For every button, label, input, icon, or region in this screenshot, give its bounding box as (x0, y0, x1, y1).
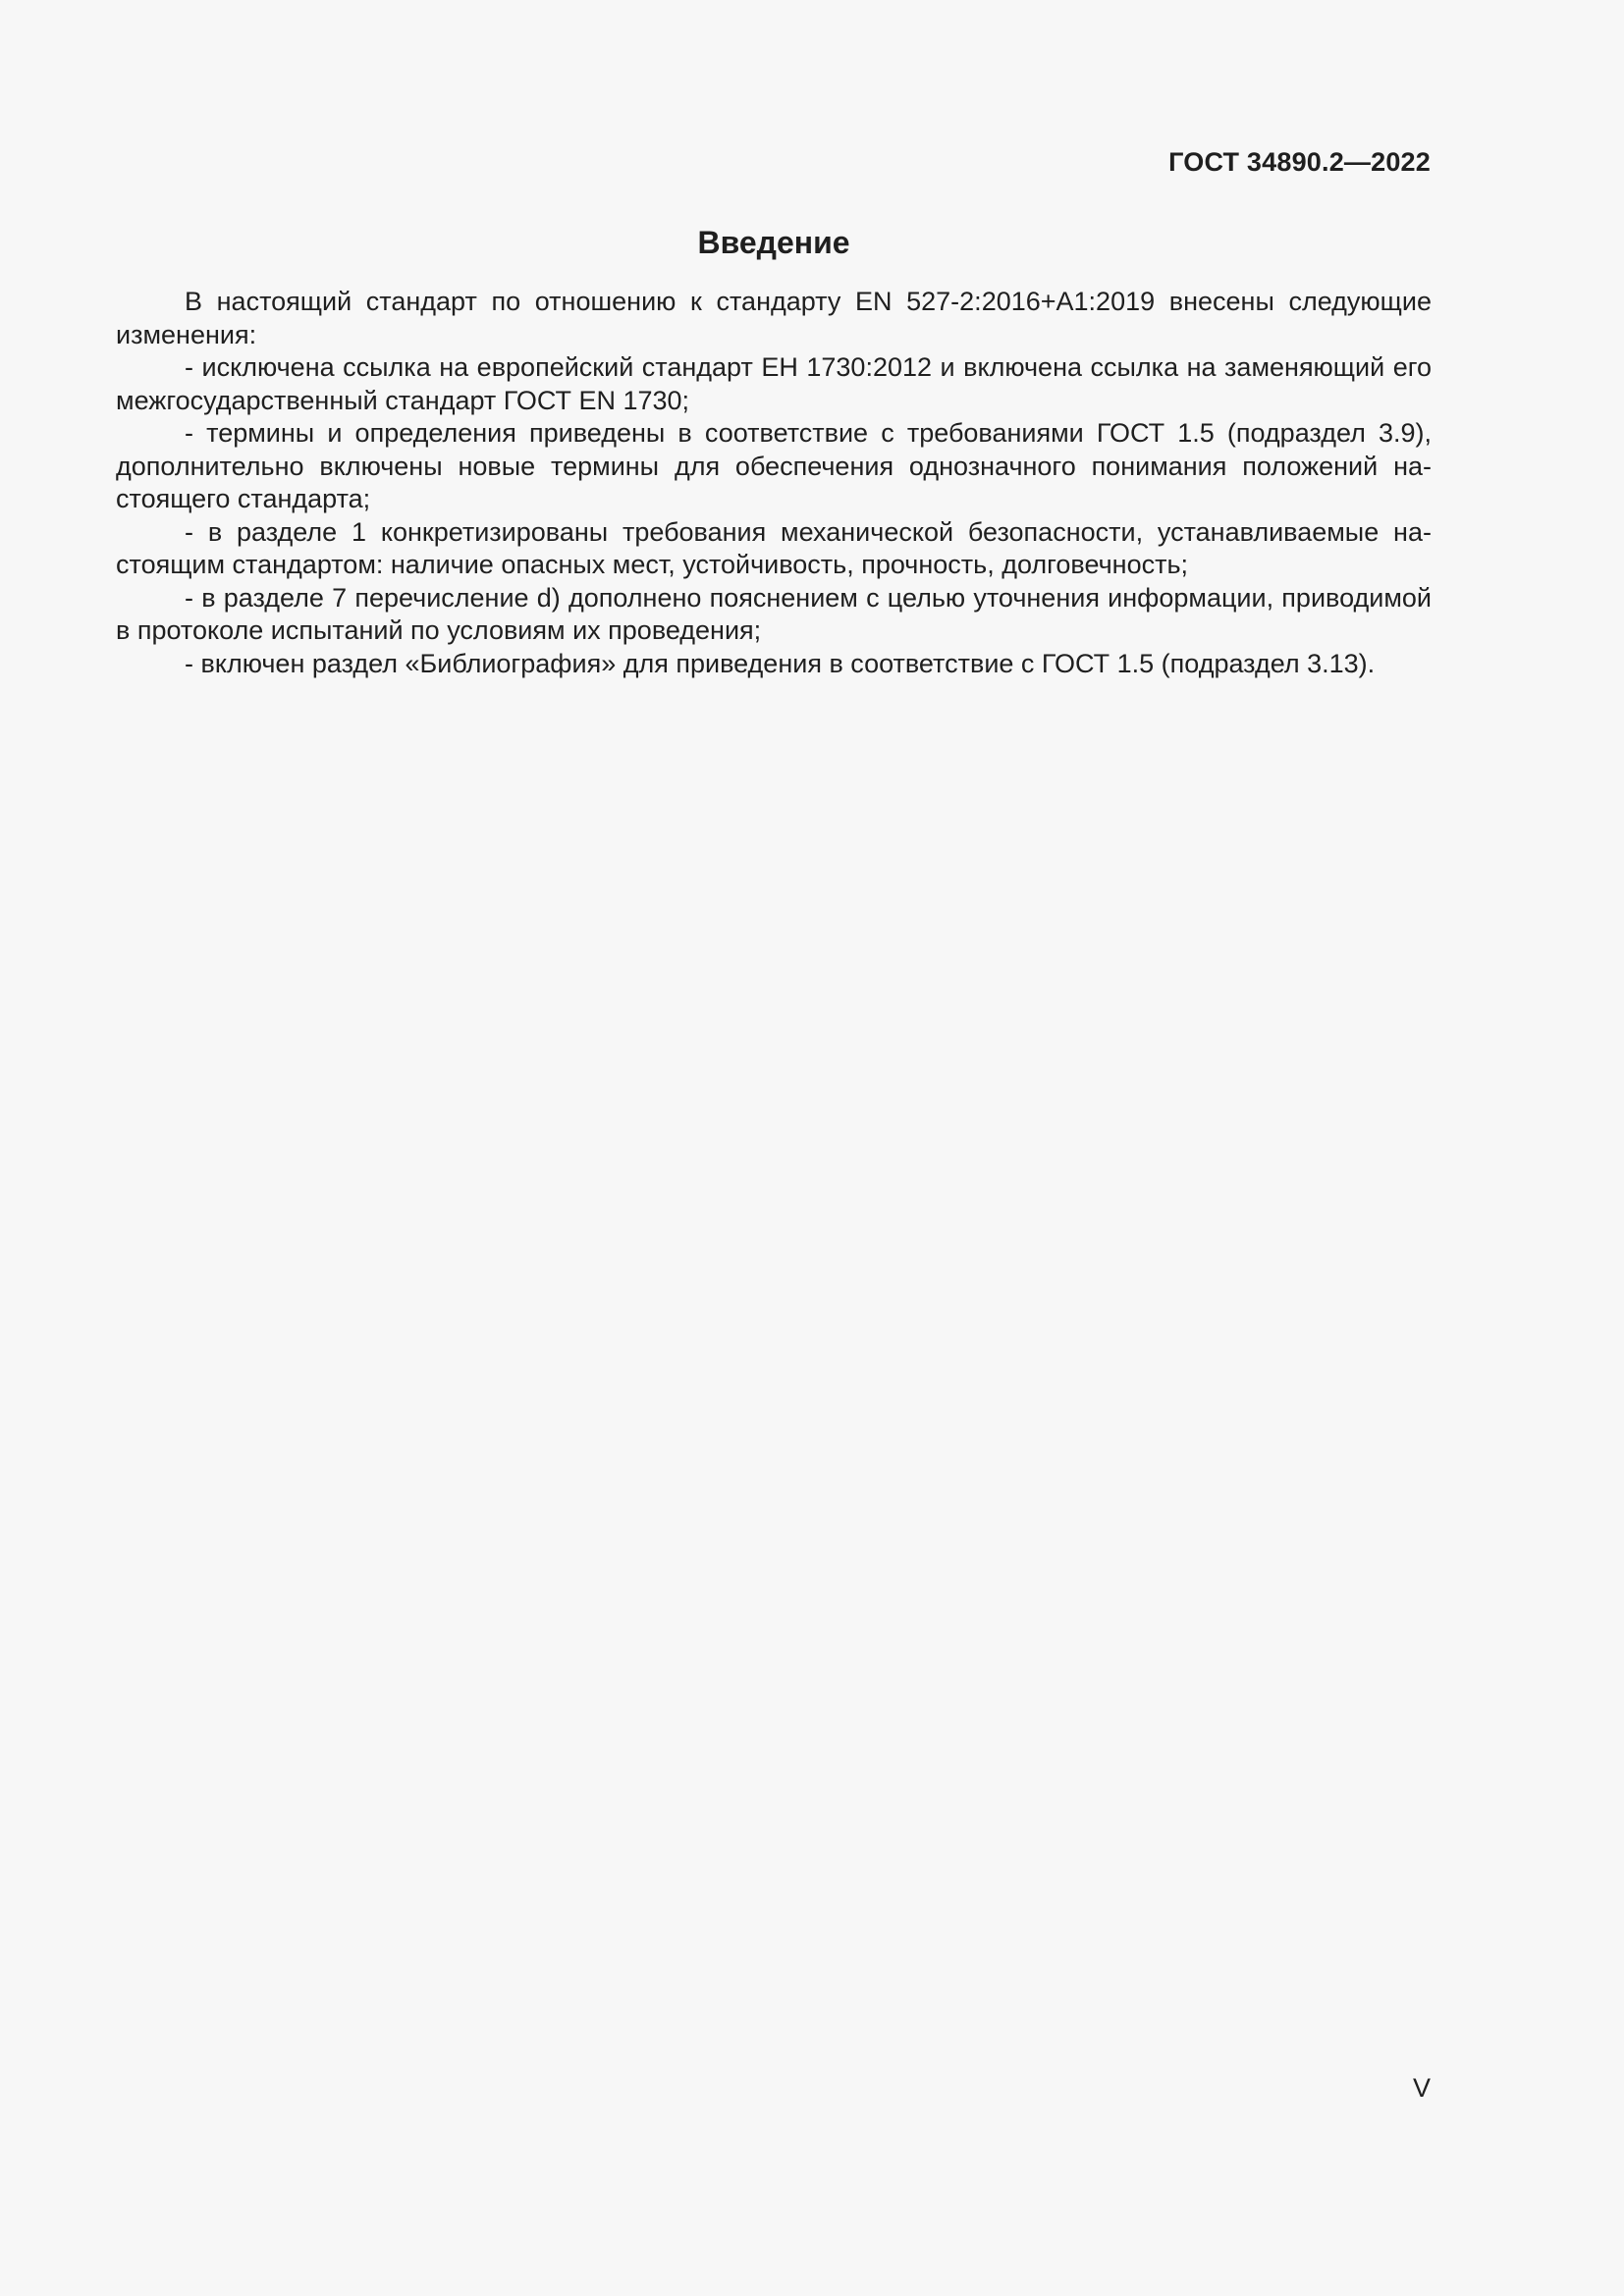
change-item-bibliography: - включен раздел «Библиография» для приведения в соответствие с ГОСТ 1.5 (подраздел 3.13). (185, 648, 1376, 678)
page-number: V (1412, 2073, 1431, 2103)
change-item-references: - исключена ссылка на европейский стандарт ЕН 1730:2012 и включена ссылка на заменяющий его межгосударственный стандарт ГОСТ EN 1730; (116, 352, 1432, 415)
section-title: Введение (697, 225, 850, 260)
document-code-header: ГОСТ 34890.2—2022 (1168, 147, 1431, 177)
change-item-terms: - термины и определения приведены в соответствие с требованиями ГОСТ 1.5 (подраздел 3.9), дополнительно включены новые термины для обеспечения однозначного понимания положений настоящего стандарта; (116, 418, 1432, 513)
intro-paragraph: В настоящий стандарт по отношению к стандарту EN 527-2:2016+A1:2019 внесены следующие изменения: (116, 287, 1432, 349)
change-item-safety-requirements: - в разделе 1 конкретизированы требования механической безопасности, устанавливаемые настоящим стандартом: наличие опасных мест, устойчивость, прочность, долговечность; (116, 516, 1432, 579)
section-body (116, 286, 1432, 680)
change-item-test-report: - в разделе 7 перечисление d) дополнено пояснением с целью уточнения информации, приводимой в протоколе испытаний по условиям их проведения; (116, 582, 1432, 645)
